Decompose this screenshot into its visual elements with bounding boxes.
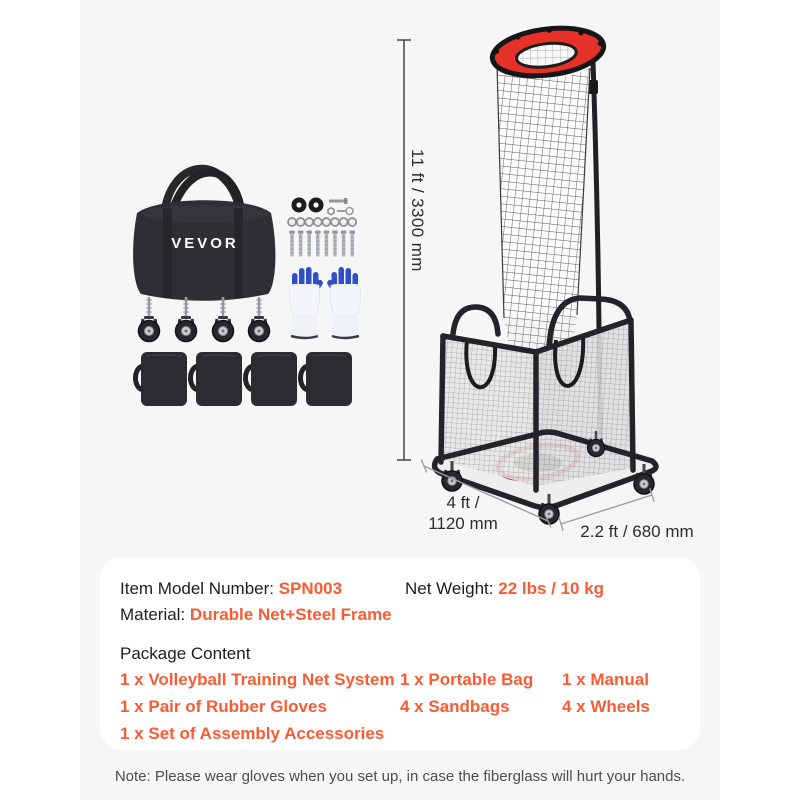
package-item: 1 x Pair of Rubber Gloves: [120, 697, 327, 716]
width-dimension-line1: 4 ft /: [446, 493, 480, 512]
package-item: 4 x Sandbags: [400, 697, 510, 716]
brand-logo-text: VEVOR: [171, 235, 239, 252]
rubber-gloves-image: [290, 267, 361, 339]
height-dimension-label: 11 ft / 3300 mm: [408, 149, 427, 272]
width-dimension-line2: 1120 mm: [428, 514, 498, 533]
package-item: 1 x Volleyball Training Net System: [120, 670, 395, 689]
assembly-accessories-image: [288, 198, 356, 257]
net-weight-label: Net Weight:: [405, 579, 499, 598]
package-item: 1 x Manual: [562, 670, 649, 689]
depth-dimension-label: 2.2 ft / 680 mm: [580, 522, 694, 541]
material-label: Material:: [120, 605, 190, 624]
model-number-row: [120, 579, 342, 599]
package-item: 1 x Portable Bag: [400, 670, 534, 689]
width-dimension-label: [400, 492, 526, 534]
sandbags-image: [136, 352, 353, 406]
net-weight-value: 22 lbs / 10 kg: [498, 579, 605, 598]
portable-bag-image: [133, 169, 275, 301]
material-value: Durable Net+Steel Frame: [189, 605, 392, 624]
model-number-label: Item Model Number:: [120, 579, 279, 598]
package-content-title: Package Content: [120, 644, 251, 663]
note-text: Note: Please wear gloves when you set up, in case the fiberglass will hurt your hands.: [114, 768, 686, 785]
material-row: [120, 605, 392, 625]
spec-card: [100, 557, 700, 750]
model-number-value: SPN003: [278, 579, 343, 598]
package-item: 1 x Set of Assembly Accessories: [120, 724, 385, 743]
net-system-image: [435, 21, 656, 524]
net-weight-row: [405, 579, 604, 599]
package-item: 4 x Wheels: [562, 697, 650, 716]
wheels-image: [139, 297, 270, 342]
